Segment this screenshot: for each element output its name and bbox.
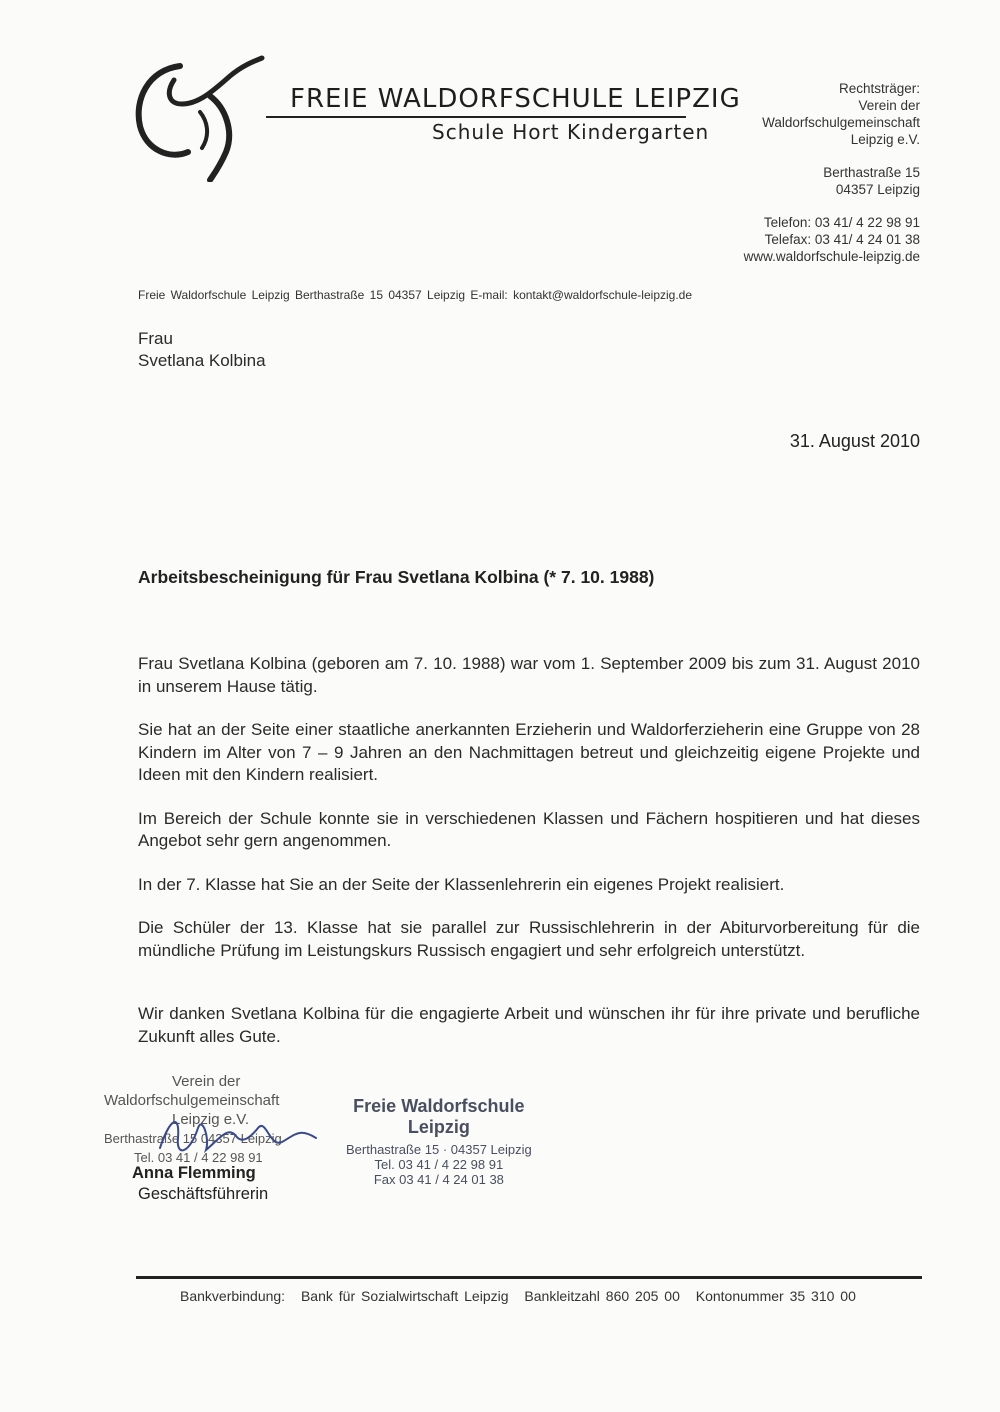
letter-subject: Arbeitsbescheinigung für Frau Svetlana Kolbina (* 7. 10. 1988) <box>138 567 655 587</box>
stamp-line: Berthastraße 15 04357 Leipzig <box>104 1131 282 1146</box>
school-stamp <box>346 1096 532 1187</box>
sender-return-address: Freie Waldorfschule Leipzig Berthastraße 15 04357 Leipzig E-mail: kontakt@waldorfschule-leipzig.de <box>138 288 693 302</box>
bank-name: Bank für Sozialwirtschaft Leipzig <box>300 1288 509 1304</box>
footer-rule <box>136 1276 922 1279</box>
org-phone: Telefon: 03 41/ 4 22 98 91 <box>763 215 920 230</box>
verein-line: Verein der <box>858 98 920 113</box>
body-paragraph: Im Bereich der Schule konnte sie in verschiedenen Klassen und Fächern hospitieren und hat dieses Angebot sehr gern angenommen. <box>138 808 920 850</box>
school-subtitle: Schule Hort Kindergarten <box>432 120 710 144</box>
stamp-address: Berthastraße 15 · 04357 Leipzig <box>346 1142 532 1157</box>
org-city: 04357 Leipzig <box>835 182 920 197</box>
rechtstraeger-label: Rechtsträger: <box>838 81 920 96</box>
school-name: FREIE WALDORFSCHULE LEIPZIG <box>290 84 741 114</box>
body-paragraph: In der 7. Klasse hat Sie an der Seite der Klassenlehrerin ein eigenes Projekt realisiert. <box>138 874 785 894</box>
org-street: Berthastraße 15 <box>823 165 920 180</box>
account-number: Kontonummer 35 310 00 <box>695 1288 856 1304</box>
recipient-name: Svetlana Kolbina <box>138 351 266 370</box>
stamp-fax: Fax 03 41 / 4 24 01 38 <box>373 1172 504 1187</box>
stamp-title: Freie Waldorfschule <box>353 1096 525 1116</box>
signer-block <box>132 1163 268 1205</box>
waldorf-spiral-logo-icon <box>130 52 265 182</box>
body-paragraph: Sie hat an der Seite einer staatliche anerkannten Erzieherin und Waldorferzieherin eine Gruppe von 28 Kindern im Alter von 7 – 9 Jahren an den Nachmittagen betreut und gleichzeitig eigene Projekte und Ideen mit den Kindern realisiert. <box>138 720 920 784</box>
bank-code: Bankleitzahl 860 205 00 <box>524 1288 680 1304</box>
bank-label: Bankverbindung: <box>180 1288 286 1304</box>
body-paragraph: Die Schüler der 13. Klasse hat sie parallel zur Russischlehrerin in der Abiturvorbereitung für die mündliche Prüfung im Leistungskurs Russisch engagiert und sehr erfolgreich unterstützt. <box>138 918 920 960</box>
organization-block <box>744 80 920 265</box>
letter-body <box>138 653 920 1069</box>
handwritten-signature-icon <box>150 1108 330 1168</box>
stamp-line: Leipzig e.V. <box>172 1111 250 1128</box>
stamp-phone: Tel. 03 41 / 4 22 98 91 <box>374 1157 504 1172</box>
letter-date: 31. August 2010 <box>789 431 920 451</box>
recipient-salutation: Frau <box>138 329 173 348</box>
org-website: www.waldorfschule-leipzig.de <box>743 249 920 264</box>
verein-line: Leipzig e.V. <box>850 132 920 147</box>
stamp-line: Waldorfschulgemeinschaft <box>104 1092 280 1109</box>
stamp-line: Verein der <box>172 1073 241 1090</box>
verein-line: Waldorfschulgemeinschaft <box>762 115 920 130</box>
recipient-block <box>138 328 266 372</box>
body-paragraph: Wir danken Svetlana Kolbina für die engagierte Arbeit und wünschen ihr für ihre private und berufliche Zukunft alles Gute. <box>138 1004 920 1046</box>
stamp-line: Tel. 03 41 / 4 22 98 91 <box>134 1150 263 1165</box>
body-paragraph: Frau Svetlana Kolbina (geboren am 7. 10. 1988) war vom 1. September 2009 bis zum 31. August 2010 in unserem Hause tätig. <box>138 654 920 696</box>
signer-name: Anna Flemming <box>132 1164 256 1182</box>
signer-role: Geschäftsführerin <box>138 1185 269 1203</box>
org-fax: Telefax: 03 41/ 4 24 01 38 <box>764 232 920 247</box>
letterhead-rule <box>266 116 686 118</box>
bank-details <box>180 1288 866 1304</box>
stamp-title: Leipzig <box>407 1117 470 1137</box>
